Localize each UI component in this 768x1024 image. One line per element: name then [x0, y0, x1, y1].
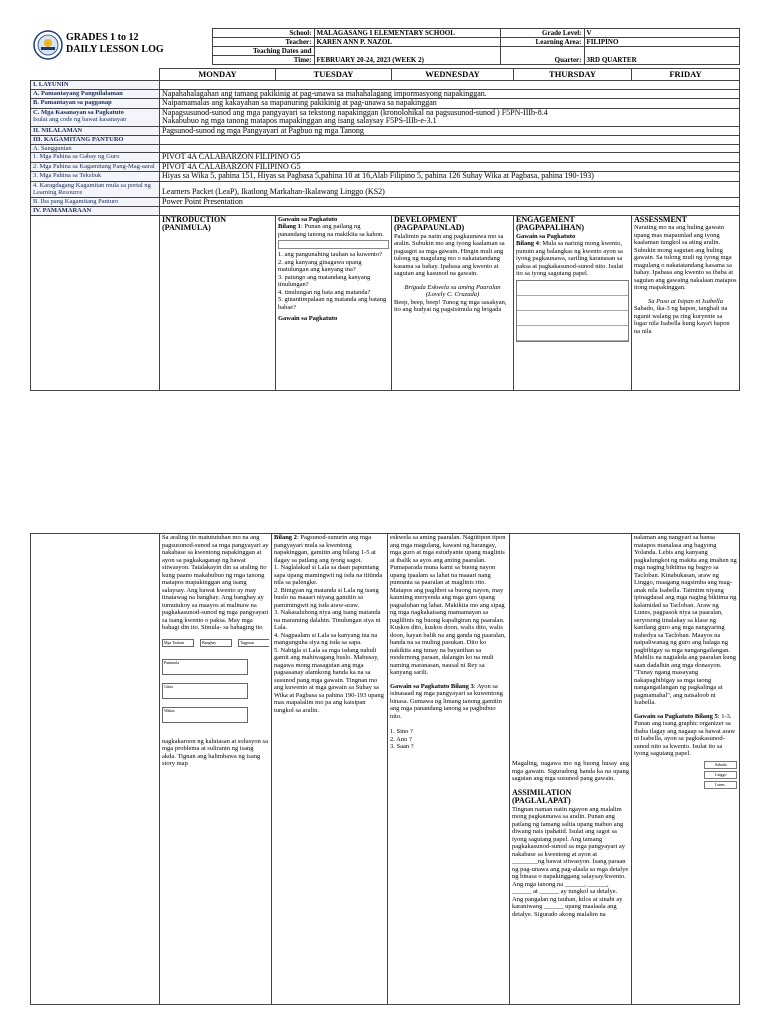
teacher-label: Teacher:	[212, 38, 314, 47]
area-value: FILIPINO	[584, 38, 739, 47]
pamantayan-pagganap-label: B. Pamantayan sa pagganap	[31, 99, 160, 109]
seal-icon	[32, 29, 64, 61]
nilalaman-label: II. NILALAMAN	[31, 126, 160, 136]
tue-question-5: 5. ginantimpalaan ng matanda ang batang babae?	[278, 296, 387, 311]
kasanayan-label	[31, 108, 160, 126]
go-linggo: Linggo	[704, 771, 737, 779]
thursday-cell-p1	[514, 215, 632, 390]
tue-item-3: 3. Nakasalubong niya ang isang matanda na maraming dalahin. Tinulungan siya ni Lala.	[274, 609, 381, 631]
question-word-box	[278, 240, 389, 249]
tue-question-3: 3. patungo ang matandang kanyang tinulungan?	[278, 273, 371, 288]
teacher-value: KAREN ANN P. NAZOL	[314, 38, 500, 47]
story-map-diagram	[162, 635, 269, 735]
gabay-guro-label: 1. Mga Pahina sa Gabay ng Guro	[31, 153, 160, 163]
mon-discussion: Sa araling ito matututuhan mo na ang pagsusunod-sunod sa mga pangyayari ay nakabase sa kwentong napakinggan at ayon sa pagkakaganap ng bawat sitwasyon. Tatalakayin din sa araling ito kung paano makabubuo ng mga tanong matapos mapakinggan ang isang salaysay. Ang bawat kwento ay may tinatawag na banghay. Ang banghay ay tumutukoy sa maayos at malinaw na pagkakasunod-sunod ng mga pangyayari sa isang kwento o paksa. May mga bahagi din ito. Simula- sa bahaging ito	[162, 534, 269, 631]
day-monday: MONDAY	[160, 69, 276, 81]
fri-gawain-5: Gawain sa Pagkatuto Bilang 5	[634, 712, 718, 720]
pamamaraan-label: IV. PAMAMARAAN	[31, 207, 160, 216]
dll-page-2	[30, 533, 739, 1005]
day-tuesday: TUESDAY	[276, 69, 392, 81]
wednesday-cell-p2	[388, 534, 510, 1005]
layunin-content	[160, 81, 740, 90]
school-value: MALAGASANG I ELEMENTARY SCHOOL	[314, 29, 500, 38]
tue-bilang: Bilang 1	[278, 223, 301, 230]
wed-gawain-3-text: : Ayon sa isinasaad ng mga pangyayari sa kuwentong binasa. Gumawa ng limang tanong gamitin ang mga panandang tanong sa pagbubuo nito.	[390, 682, 503, 720]
thu-assimilation-title: ASSIMILATION (PAGLALAPAT)	[512, 787, 572, 805]
blank-corner	[31, 69, 160, 81]
sm-panimula: Panimula	[162, 659, 248, 675]
iba-pang-kagamitan-label: B. Iba pang Kagamitang Panturo	[31, 197, 160, 207]
thu-praise: Magaling, nagawa mo ng buong husay ang mga gawain. Siguradong handa ka na upang sagutan ang mga susunod pang gawain.	[512, 760, 629, 782]
friday-cell-p2	[632, 534, 740, 1005]
dll-page-1	[30, 28, 739, 391]
story-outline-table	[516, 280, 629, 342]
outline-row	[517, 311, 628, 326]
grade-label: Grade Level:	[500, 29, 584, 38]
fri-title: ASSESSMENT	[634, 215, 687, 224]
dates-label-2: Time:	[212, 56, 314, 65]
tuesday-cell-p2	[272, 534, 388, 1005]
thu-bilang: Bilang 4	[516, 240, 539, 247]
kasanayan-text	[160, 108, 740, 126]
continuation-label-col	[31, 534, 160, 1005]
gabay-guro-text: PIVOT 4A CALABARZON FILIPINO G5	[160, 153, 740, 163]
fri-story-cont: nalaman ang nangyari sa bansa matapos manalasa ang bagyong Yolanda. Lebis ang kanyang pagkalungkot ng makita ang imahen ng mga naging biktima ng bagyo sa Tacloban. Kinabukasan, araw ng Linggo, maagang nagsimba ang mag-anak nila Isabella. Taimtim niyang ipinagdasal ang mga naging biktima ng kalamidad sa Tacloban. Araw ng Lunes, pagpasok niya sa paaralan, seryosong tinalakay sa klase ng kanilang guro ang mga nangyaring trahedya sa Tacloban. Maayos na naipaliwanag ng guro ang halaga ng pagbibigay sa mga nangangailangan. Mabilis na nagtakda ang paaralan kung saan dadalhin ang mga donasyon. "Tunay ngang masayang nakapagbibigay sa mga taong nangangailangan ng pagkalinga at pagmamahal", ang naisaloob ni Isabella.	[634, 534, 737, 706]
friday-cell-p1	[632, 215, 740, 390]
wed-title: DEVELOPMENT (PAGPAPAUNLAD)	[394, 215, 465, 232]
outline-row	[517, 326, 628, 341]
dll-main-table	[30, 68, 740, 391]
lr-portal-text: Learners Packet (LeaP), Ikatlong Markahan-Ikalawang Linggo (KS2)	[160, 181, 740, 197]
fri-gawain-5-text: : 1-3. Punan ang isang graphic organizer sa ibaba ilagay ang nagaap sa bawat araw ni Isabella, ayon sa pagkakasunod-sunod nito sa kwento. Isulat ito sa iyong sagutang papel.	[634, 712, 736, 757]
kagamitan-label: III. KAGAMITANG PANTURO	[31, 136, 160, 145]
grades-label: GRADES 1 to 12	[66, 31, 139, 43]
wed-story-start: Beep, beep, beep! Tunog ng mga sasakyan, ito ang hudyat ng pagsisimula ng brigada	[394, 298, 507, 313]
monday-cell-p2	[160, 534, 272, 1005]
wed-instructions: Palalimin pa natin ang pagkaunawa mo sa aralin. Subukin mo ang iyong kaalaman sa pagsagot sa mga gawain. Hingin muli ang tulong ng magulang mo o nakatatandang kasama sa bahay. Ipabasa ang kwento at sagutan ang kasunod na gawain.	[394, 232, 505, 277]
grade-value: V	[584, 29, 739, 38]
dates-label-1: Teaching Dates and	[212, 47, 314, 56]
thu-title: ENGAGEMENT (PAGPAPALIHAN)	[516, 215, 584, 232]
pamantayang-pangnilalaman-label: A. Pamantayang Pangnilalaman	[31, 89, 160, 99]
sm-banghay: Banghay	[200, 639, 232, 647]
dates-value: FEBRUARY 20-24, 2023 (WEEK 2)	[314, 47, 500, 65]
tue-gawain-title: Gawain sa Pagkatuto	[278, 215, 338, 223]
dll-title-block	[64, 29, 212, 65]
kasanayan-1: Napagsusunod-sunod ang mga pangyayari sa tekstong napakinggan (kronolohikal na pagsusunod-sunod ) F5PN-IIIb-8.4	[162, 107, 548, 117]
wed-q2: 2. Ano ?	[390, 735, 412, 743]
quarter-label: Quarter:	[500, 47, 584, 65]
kagamitan-content	[160, 136, 740, 145]
deped-logo	[30, 29, 64, 65]
sm-tauhan: Mga Tauhan	[162, 639, 194, 647]
tue-bilang-2: Bilang 2	[274, 534, 297, 541]
sm-wakas: Wakas	[162, 707, 248, 723]
wed-story-cont: eskwela sa aming paaralan. Nagtitipon tipon ang mga magulang, kawani ng barangay, mga guro at mga estudyante upang maglinis at ibalik sa ayos ang aming paaralan. Pumaparada muna kami sa buong nayon upang ipaalam sa lahat na maaari nang pumunta sa paaralan at maglinis rito. Matapos ang paglibot sa buong nayon, may kaunting meryenda ang mga guro upang pagsaluhan ng lahat. Makikita mo ang sipag ng mga nagkakaisang mamamayan sa paglilinis ng buong kapaligiran ng paaralan. Kuskos dito, kuskos doon, walis dito, walis doon, hayan balik na ang ganda ng paaralan, handa na sa muling pasukan. Dito ko nakikita ang tunay na bayanihan sa modernong paraan, dalangin ko na muli naming maranasan, nausal ni Rey sa kanyang sarili.	[390, 534, 506, 676]
tue-item-4: 4. Nagpaalam si Lala sa kanyang ina na mangunguha siya ng isda sa sapa.	[274, 631, 378, 646]
pamamaraan-label-col	[31, 215, 160, 390]
wed-q3: 3. Saan ?	[390, 743, 414, 750]
graphic-organizer	[634, 761, 737, 789]
wed-story-title: Brigada Eskwela sa aming Paaralan	[404, 283, 501, 291]
go-lunes: Lunes	[704, 781, 737, 789]
tue-instructions: : Punan ang patlang ng panandang tanong na makikita sa kahon.	[278, 223, 384, 238]
dll-continuation-table	[30, 533, 740, 1005]
tue-question-1: 1. ang pangunahing tauhan sa kuwento?	[278, 251, 382, 258]
teksbuk-label: 3. Mga Pahina sa Teksbuk	[31, 172, 160, 182]
mon-discussion-end: nagkakaroon ng kalutasan at solusyon sa mga problema at suliranin ng isang akda. Tignan ang halimbawa ng isang story map	[162, 737, 268, 767]
day-friday: FRIDAY	[632, 69, 740, 81]
tuesday-cell-p1	[276, 215, 392, 390]
sm-gitna: Gitna	[162, 683, 248, 699]
fri-story-title: Sa Puso at Isipan ni Isabella	[648, 297, 723, 305]
pamantayang-pangnilalaman-text: Napahahalagahan ang tamang pakikinig at pag-unawa sa mahahalagang impormasyong napakinggan.	[160, 89, 740, 99]
sm-tagpuan: Tagpuan	[238, 639, 269, 647]
tue-question-4: 4. tinulungan ng bata ang matanda?	[278, 288, 371, 296]
header-table	[30, 28, 740, 65]
thu-assimilation-text: Tingnan naman natin ngayon ang malalim mong pagkaunawa sa aralin. Punan ang patlang ng tamang salita upang mabuo ang diwang nais ipahatid. Isulat ang sagot sa iyong sagutang papel. Ang tamang pagkakasunod-sunod sa mga pangyayari ay nakabase sa kwentong at ayon at ________ng bawat sitwasyon. Isang paraan ng pag-unawa ang pag-alaala sa mga detalye ng binasa o napakinggang salaysay/kwento. Ang mga tanong na ______, ______, ______ at ______ ay tungkol sa detalye. Ang pangalan ng tauhan, kilos at sinabi ay karaniwang ______ upang maalaala ang detalye. Sigurado akong malalim na	[512, 805, 629, 918]
tue-question-2: 2. ang kanyang ginagawa upang matulungan ang kanyang ina?	[278, 258, 362, 273]
day-wednesday: WEDNESDAY	[392, 69, 514, 81]
go-sabado: Sabado	[704, 761, 737, 769]
day-thursday: THURSDAY	[514, 69, 632, 81]
kagamitang-mag-aaral-label: 2. Mga Pahina sa Kagamitang Pang-Mag-aaral	[31, 162, 160, 172]
quarter-value: 3RD QUARTER	[584, 47, 739, 65]
thu-gawain: Gawain sa Pagkatuto	[516, 232, 576, 240]
wed-gawain-3: Gawain sa Pagkatuto Bilang 3	[390, 682, 474, 690]
thursday-cell-p2	[510, 534, 632, 1005]
kasanayan-sub: Isulat ang code ng bawat kasanayan	[33, 116, 127, 123]
tue-item-2: 2. Binigyan ng matanda si Lala ng isang buslo na maaari niyang gamitin sa pamimingwit ng isda araw-araw.	[274, 586, 379, 609]
iba-pang-kagamitan-text: Power Point Presentation	[160, 197, 740, 207]
kagamitang-mag-aaral-text: PIVOT 4A CALABARZON FILIPINO G5	[160, 162, 740, 172]
monday-cell-p1	[160, 215, 276, 390]
school-label: School:	[212, 29, 314, 38]
fri-story-start: Sabado, ika-3 ng hapon, tanghali na ngunit walang pa ring kuryente sa lugar nila Isabella kung kaya't hapon na nila	[634, 305, 730, 335]
kasanayan-2: Nakabubuo ng mga tanong matapos mapakinggan ang isang salaysay F5PS-IIIb-e-3.1	[162, 116, 437, 125]
sanggunian-label: A. Sanggunian	[31, 144, 160, 153]
dll-title: DAILY LESSON LOG	[66, 43, 164, 55]
outline-row	[517, 281, 628, 296]
tue-instructions-2: : Pagsunod-sunurin ang mga pangyayari mula sa kwentong napakinggan, gamitin ang bilang 1-5 at ilagay sa patlang ang iyong sagot.	[274, 534, 376, 564]
pamamaraan-content	[160, 207, 740, 216]
area-label: Learning Area:	[500, 38, 584, 47]
thu-instructions: : Mula sa narinig mong kwento, punuin ang balangkas ng kwento ayon sa iyong pagkaunawa, sariling karanasan sa paksa at pagkakasunod-sunod nito. Isulat ito sa iyong sagutang papel.	[516, 240, 624, 277]
tue-next-gawain: Gawain sa Pagkatuto	[278, 315, 338, 322]
pamantayan-pagganap-text: Naipamamalas ang kakayahan sa mapanuring pakikinig at pag-unawa sa napakinggan	[160, 99, 740, 109]
outline-row	[517, 296, 628, 311]
lr-portal-label: 4. Karagdagang Kagamitan mula sa portal ng Learning Resource	[31, 181, 160, 197]
wednesday-cell-p1	[392, 215, 514, 390]
nilalaman-text: Pagsunod-sunod ng mga Pangyayari at Pagbuo ng mga Tanong	[160, 126, 740, 136]
wed-story-author: (Lovely C. Cruzada)	[425, 291, 480, 298]
mon-title: INTRODUCTION (PANIMULA)	[162, 215, 227, 232]
kasanayan-title: C. Mga Kasanayan sa Pagkatuto	[33, 108, 124, 116]
teksbuk-text: Hiyas sa Wika 5, pahina 151, Hiyas sa Pagbasa 5,pahina 10 at 16,Alab Filipino 5, pahina 126 Suhay Wika at Pagbasa, pahina 190-193)	[160, 172, 740, 182]
fri-instructions: Narating mo na ang huling gawain upang mas mapaunlad ang iyong kaalaman tungkol sa ating aralin. Subukin mong sagutan ang huling gawain. Sa tulong muli ng iyong mga magulang o nakatatandang kasama sa bahay. Ipabasa ang kwento sa ibaba at sagutan ang gawaing nakalaan matapos itong mapakinggan.	[634, 224, 737, 291]
tue-item-5: 5. Nabigla si Lala sa mga isdang nahuli gamit ang mahiwagang buslo. Mabusay, nagawa mong masagutan ang mga pagsasanay alamkong handa ka na sa susunod pang mga gawain. Tingnan mo ang kuwento at mga gawain sa Suhay sa Wika at Pagbasa sa pahina 190-193 upang mas mapalalim mo pa ang kaisipan tungkol sa aralin.	[274, 646, 384, 714]
tue-item-1: 1. Naglalakad si Lala sa daan papuntang sapa upang mamingwit ng isda na ititinda nila sa palengke.	[274, 564, 383, 586]
layunin-label: I. LAYUNIN	[31, 81, 160, 90]
wed-q1: 1. Sino ?	[390, 728, 413, 735]
